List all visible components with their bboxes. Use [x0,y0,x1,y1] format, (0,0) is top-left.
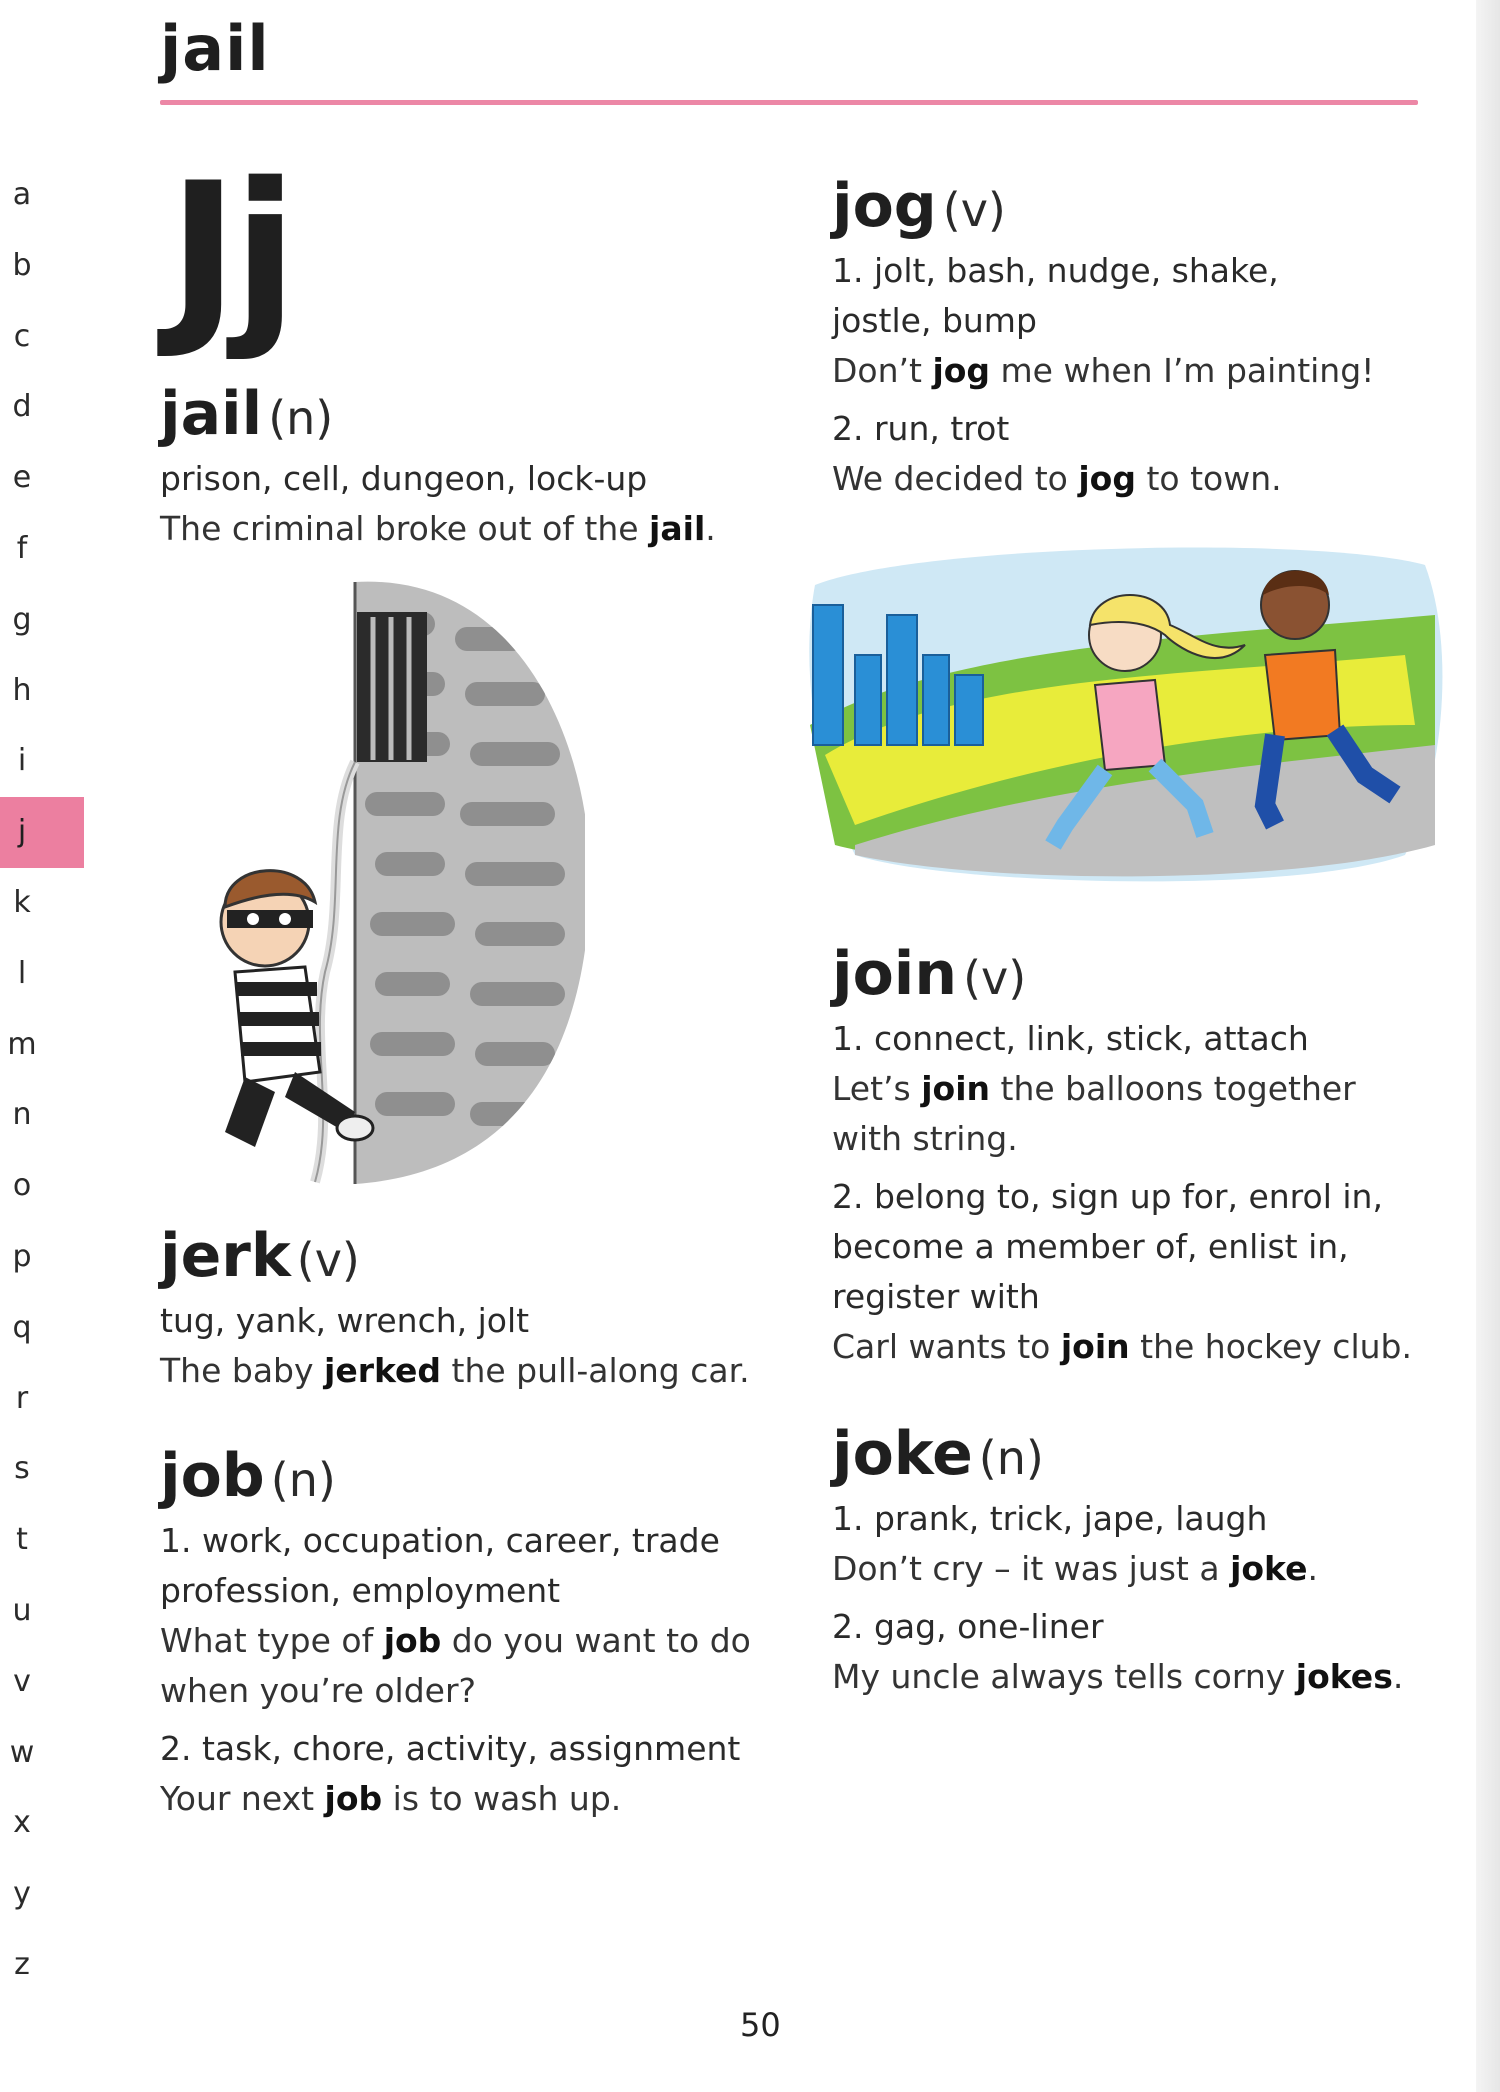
alphabet-tab-g[interactable] [0,585,84,656]
synonyms: 2. belong to, sign up for, enrol in, [832,1177,1383,1216]
headword [832,170,1452,246]
synonyms: 2. gag, one-liner [832,1607,1104,1646]
synonyms: 1. work, occupation, career, trade [160,1521,720,1560]
example-sentence: The criminal broke out of the jail. [160,509,716,548]
headword-text: jerk [160,1221,291,1291]
alphabet-tab-l[interactable] [0,939,84,1010]
alphabet-letter: n [12,1097,32,1133]
alphabet-tab-x[interactable] [0,1788,84,1859]
alphabet-letter: c [13,318,31,354]
example-sentence: Don’t cry – it was just a joke. [832,1549,1318,1588]
alphabet-tab-z[interactable] [0,1930,84,2001]
alphabet-tab-c[interactable] [0,302,84,373]
headword-text: join [832,939,958,1009]
alphabet-letter: w [9,1734,35,1770]
alphabet-letter: i [17,743,27,779]
example-sentence: when you’re older? [160,1671,477,1710]
example-sentence: with string. [832,1119,1018,1158]
alphabet-tab-a[interactable] [0,160,84,231]
alphabet-tab-v[interactable] [0,1647,84,1718]
synonyms: 2. task, chore, activity, assignment [160,1729,741,1768]
page-number: 50 [740,2006,781,2044]
synonyms: 1. connect, link, stick, attach [832,1019,1309,1058]
section-letter: Jj [168,142,292,363]
running-head: jail [160,12,270,85]
alphabet-index [0,160,84,2001]
alphabet-tab-s[interactable] [0,1434,84,1505]
alphabet-letter: v [13,1663,31,1699]
alphabet-tab-d[interactable] [0,372,84,443]
synonyms: profession, employment [160,1571,561,1610]
alphabet-tab-n[interactable] [0,1080,84,1151]
alphabet-tab-e[interactable] [0,443,84,514]
entry-jog [832,170,1452,504]
headword-text: joke [832,1419,973,1489]
synonyms: 1. jolt, bash, nudge, shake, [832,251,1279,290]
page-edge [1476,0,1500,2092]
alphabet-letter: h [12,672,32,708]
alphabet-tab-y[interactable] [0,1859,84,1930]
entry-joke [832,1418,1452,1702]
example-sentence: We decided to jog to town. [832,459,1282,498]
headword [160,378,780,454]
synonyms: jostle, bump [832,301,1037,340]
headword [832,1418,1452,1494]
entry-jerk [160,1220,780,1396]
alphabet-tab-o[interactable] [0,1151,84,1222]
part-of-speech: (n) [978,1431,1044,1485]
alphabet-tab-j[interactable] [0,797,84,868]
alphabet-letter: k [13,884,31,920]
example-sentence: My uncle always tells corny jokes. [832,1657,1404,1696]
alphabet-letter: x [13,1805,31,1841]
synonyms: 1. prank, trick, jape, laugh [832,1499,1268,1538]
alphabet-letter: z [14,1946,30,1982]
synonyms: 2. run, trot [832,409,1010,448]
alphabet-letter: u [12,1592,32,1628]
example-sentence: Let’s join the balloons together [832,1069,1356,1108]
jogging-children-illustration [795,525,1445,895]
example-sentence: What type of job do you want to do [160,1621,751,1660]
part-of-speech: (v) [942,183,1006,237]
alphabet-tab-b[interactable] [0,231,84,302]
entry-join [832,938,1452,1372]
header-rule [160,100,1418,105]
alphabet-tab-k[interactable] [0,868,84,939]
alphabet-letter: b [12,247,32,283]
alphabet-tab-q[interactable] [0,1293,84,1364]
alphabet-letter: r [15,1380,29,1416]
alphabet-letter: a [12,177,32,212]
alphabet-letter: f [16,530,28,566]
headword [832,938,1452,1014]
alphabet-tab-i[interactable] [0,726,84,797]
alphabet-tab-h[interactable] [0,656,84,727]
headword [160,1220,780,1296]
synonyms: prison, cell, dungeon, lock-up [160,459,648,498]
alphabet-letter: e [12,460,32,496]
entry-jail [160,378,780,554]
alphabet-letter: l [17,955,27,991]
example-sentence: The baby jerked the pull-along car. [160,1351,750,1390]
alphabet-letter: p [12,1238,32,1274]
alphabet-letter: g [12,601,32,637]
synonyms: become a member of, enlist in, [832,1227,1349,1266]
burglar-illustration [205,572,585,1192]
synonyms: register with [832,1277,1040,1316]
alphabet-tab-p[interactable] [0,1222,84,1293]
headword [160,1440,800,1516]
alphabet-letter: d [12,389,32,425]
synonyms: tug, yank, wrench, jolt [160,1301,530,1340]
alphabet-tab-w[interactable] [0,1718,84,1789]
entry-job [160,1440,800,1824]
alphabet-tab-r[interactable] [0,1364,84,1435]
example-sentence: Your next job is to wash up. [160,1779,622,1818]
alphabet-letter: y [13,1876,31,1912]
example-sentence: Carl wants to join the hockey club. [832,1327,1412,1366]
part-of-speech: (n) [270,1453,336,1507]
alphabet-letter: t [16,1522,28,1558]
alphabet-letter: m [7,1026,37,1062]
alphabet-letter: s [14,1451,30,1487]
alphabet-letter: q [12,1309,32,1345]
alphabet-letter: o [12,1168,32,1204]
part-of-speech: (v) [963,951,1027,1005]
alphabet-tab-m[interactable] [0,1010,84,1081]
alphabet-tab-t[interactable] [0,1505,84,1576]
part-of-speech: (v) [296,1233,360,1287]
headword-text: job [160,1441,265,1511]
headword-text: jog [832,171,937,241]
headword-text: jail [160,379,263,449]
example-sentence: Don’t jog me when I’m painting! [832,351,1375,390]
alphabet-tab-u[interactable] [0,1576,84,1647]
alphabet-letter: j [17,814,27,850]
part-of-speech: (n) [268,391,334,445]
alphabet-tab-f[interactable] [0,514,84,585]
